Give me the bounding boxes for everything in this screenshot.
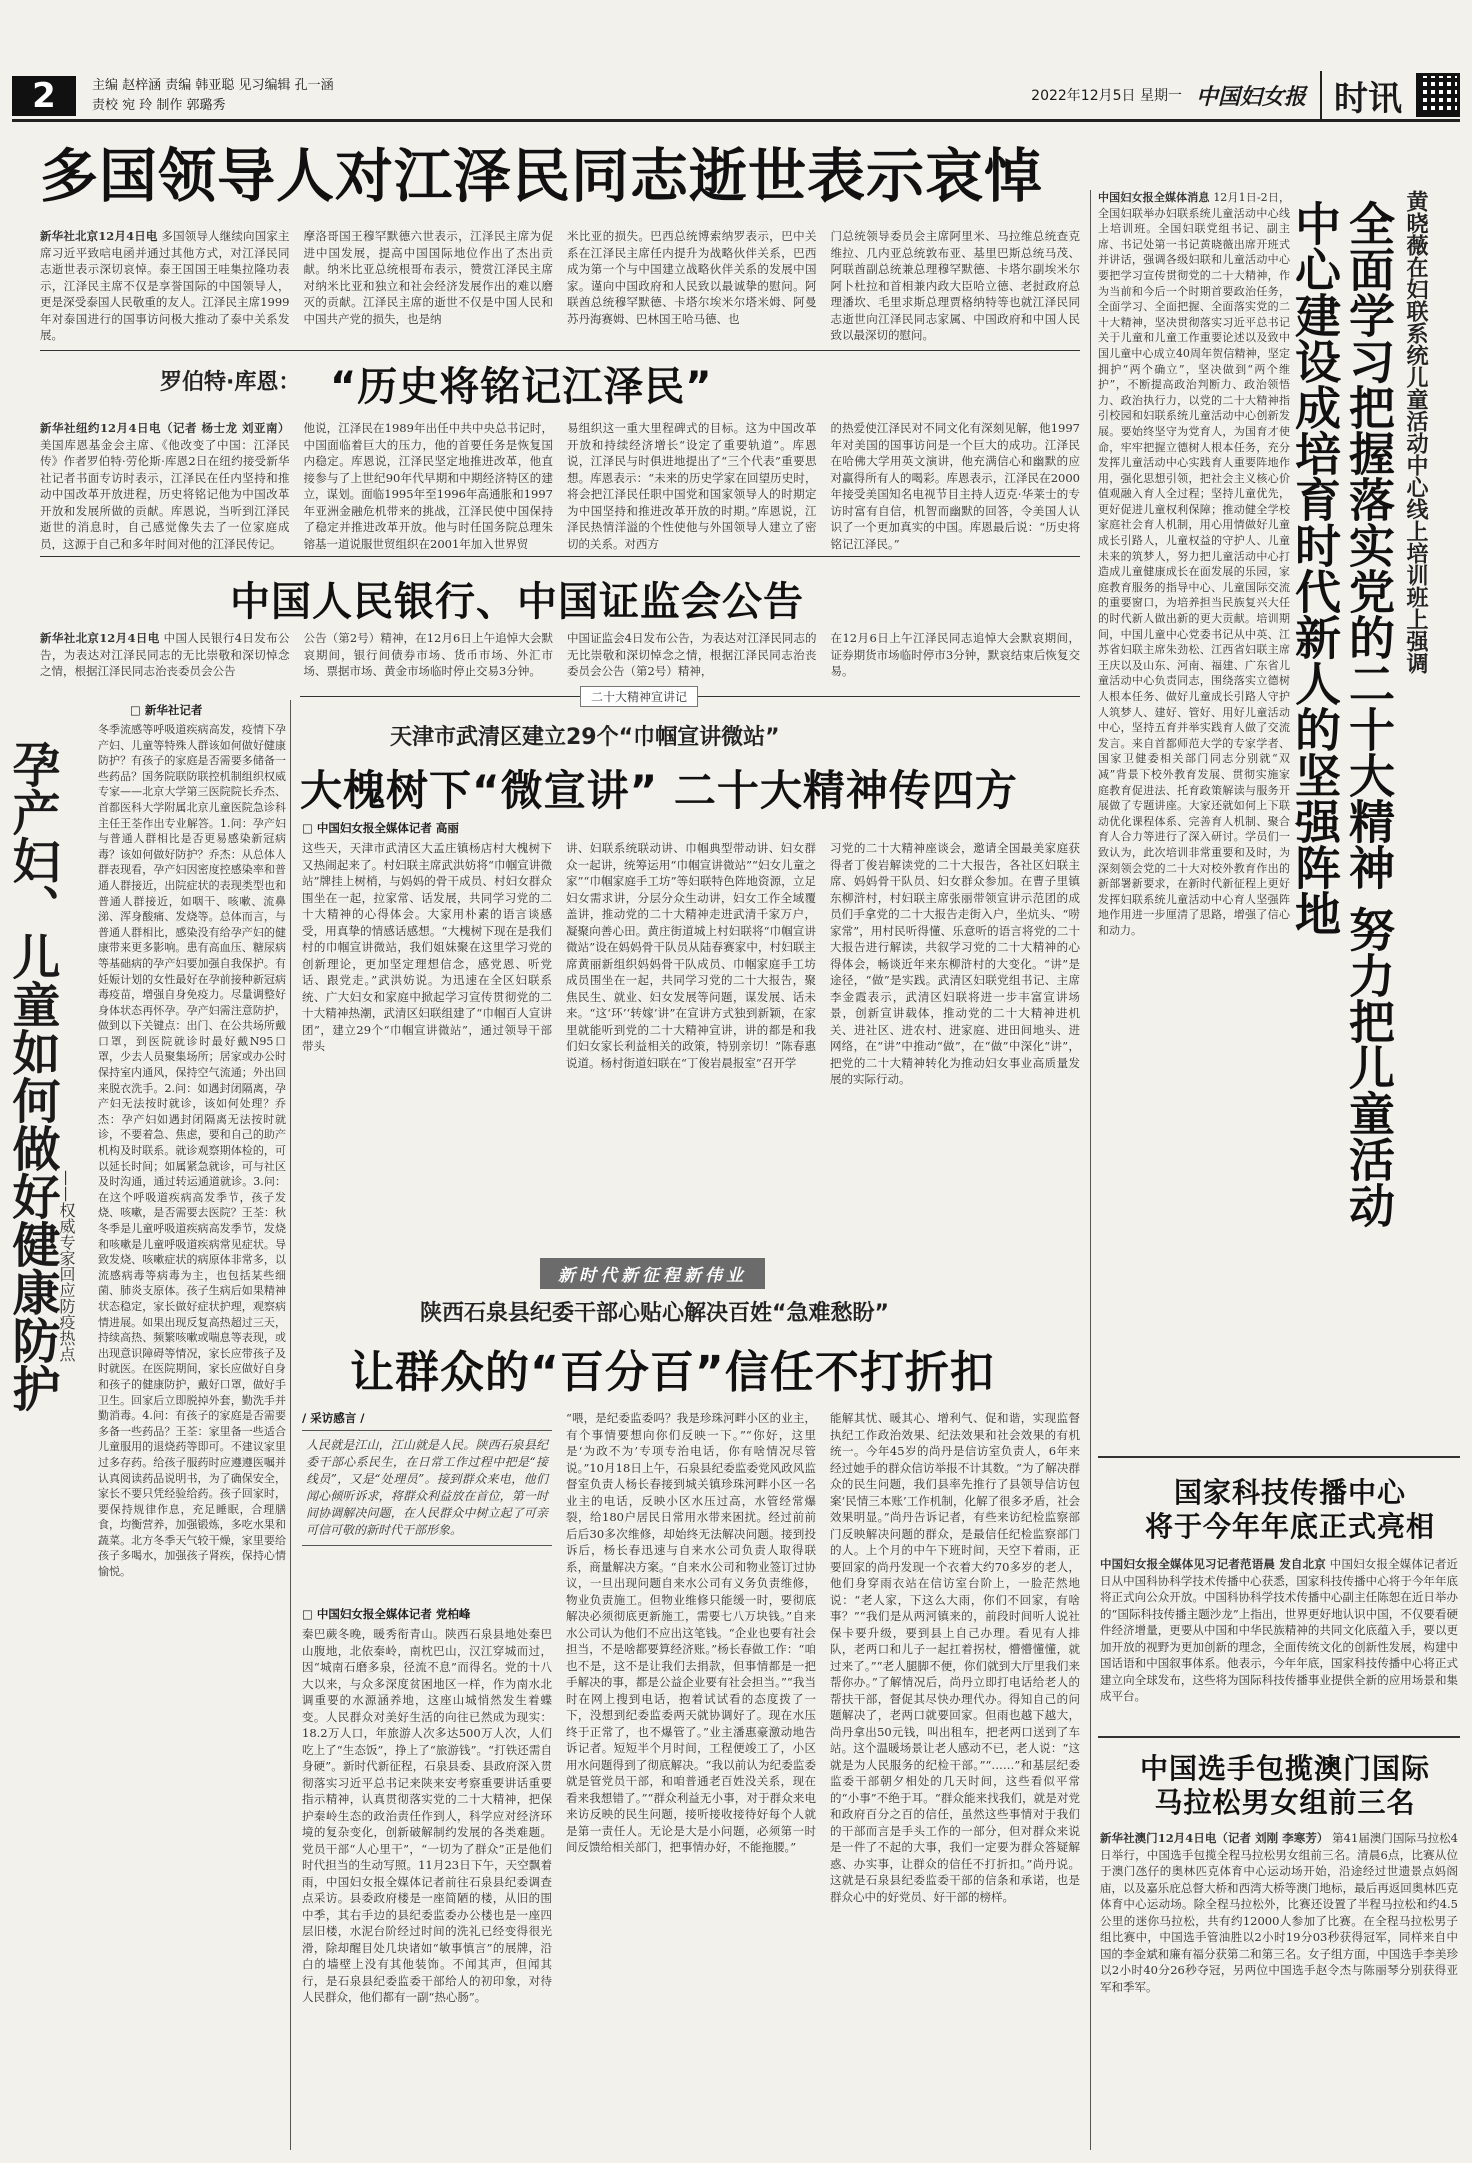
masthead-right (1031, 72, 1460, 118)
shaanxi-feature-tag: / 采访感言 / (302, 1411, 365, 1425)
new-era-banner: 新时代新征程新伟业 (540, 1258, 765, 1289)
issue-date: 2022年12月5日 星期一 (1031, 88, 1182, 104)
tianjin-byline: □ 中国妇女报全媒体记者 高丽 (302, 821, 459, 835)
editors-line-2: 责校 宛 玲 制作 郭璐秀 (92, 98, 226, 113)
lead-col-2: 摩洛哥国王穆罕默德六世表示，江泽民主席为促进中国发展，提高中国国际地位作出了杰出贡献。纳米比亚总统根哥布表示，赞赏江泽民主席对纳米比亚和独立和社会经济发展作出的难以磨灭的贡献。江泽民主席的逝世不仅是中国人民和中国共产党的损失，也是纳 (303, 229, 553, 326)
left-feature-byline: □ 新华社记者 (130, 703, 203, 717)
editors-credit (92, 76, 392, 116)
macau-headline-line-1: 中国选手包揽澳门国际 (1139, 1752, 1430, 1785)
science-lead: 中国妇女报全媒体见习记者范语晨 发自北京 (1100, 1557, 1326, 1571)
bank-col-3: 中国证监会4日发布公告，为表达对江泽民同志的无比崇敬和深切悼念之情，根据江泽民同志治丧委员会公告（第2号）精神， (567, 631, 817, 678)
divider-2 (40, 556, 1080, 557)
science-body (1100, 1556, 1458, 1726)
shaanxi-headline: 让群众的“百分百”信任不打折扣 (350, 1347, 995, 1398)
shaanxi-byline: □ 中国妇女报全媒体记者 党柏峰 (302, 1607, 471, 1621)
tianjin-col-2: 讲、妇联系统联动讲、巾帼典型带动讲、妇女群众一起讲，统筹运用“巾帼宣讲微站”“妇女儿童之家”“巾帼家庭手工坊”等妇联特色阵地资源，立足妇女需求讲，分层分众生动讲，妇女工作全域覆盖讲，推动党的二十大精神走进武清千家万户，凝聚向善心田。黄庄街道城上村妇联将“巾帼宣讲微站”设在妈妈骨干队员从陆春赛家中，村妇联主席黄丽新组织妈妈骨干队成员、巾帼家庭手工坊成员围坐在一起，共同学习党的二十大报告，聚焦民生、就业、妇女发展等问题，谋发展、话未来。“这‘环’‘转嫁’讲”在宣讲方式独到新颖，在家里就能听到党的二十大精神宣讲，讲的都是和我们妇女家长利益相关的政策，特别亲切！”陈春惠说道。杨村街道妇联在“丁俊岩晨报室”召开学 (566, 841, 816, 1070)
lead-headline: 多国领导人对江泽民同志逝世表示哀悼 (40, 142, 1044, 210)
right-feature-body (1098, 190, 1290, 1430)
divider-right-1 (1098, 1456, 1460, 1458)
right-feature-kicker: 黄晓薇在妇联系统儿童活动中心线上培训班上强调 (1403, 190, 1428, 674)
macau-text: 第41届澳门国际马拉松4日举行，中国选手包揽全程马拉松男女组前三名。清晨6点，比赛从位于澳门氹仔的奥林匹克体育中心运动场开始，沿途经过世遗景点妈阁庙，以及嘉乐庇总督大桥和西湾大桥等澳门地标，最后再返回奥林匹克体育中心运动场。除全程马拉松外，比赛还设置了半程马拉松和约4.5公里的迷你马拉松，共有约12000人参加了比赛。在全程马拉松男子组比赛中，中国选手管油胜以2小时19分03秒获得冠军，同样来自中国的李金斌和廉有福分获第二和第三名。女子组方面，中国选手李美珍以2小时40分26秒夺冠，另两位中国选手赵令杰与陈丽琴分别获得亚军和季军。 (1100, 1831, 1458, 1994)
science-headline (1140, 1476, 1440, 1544)
bank-col-4: 在12月6日上午江泽民同志追悼大会默哀期间，证券期货市场临时停市3分钟，默哀结束后恢复交易。 (830, 631, 1080, 678)
bank-headline: 中国人民银行、中国证监会公告 (230, 579, 804, 625)
robert-headline: “历史将铭记江泽民” (330, 364, 713, 410)
science-headline-line-2: 将于今年年底正式亮相 (1144, 1510, 1435, 1543)
column-tag: 二十大精神宣讲记 (580, 686, 698, 707)
bank-col-1-text: 中国人民银行4日发布公告，为表达对江泽民同志的无比崇敬和深切悼念之情，根据江泽民同志治丧委员会公告 (40, 631, 290, 678)
left-feature-subtitle: ——权威专家回应防疫热点 (57, 1170, 76, 1362)
editors-line-1: 主编 赵梓涵 责编 韩亚聪 见习编辑 孔一涵 (92, 78, 334, 93)
shaanxi-col-1: 秦巴蕨冬晚，暖秀衔青山。陕西石泉县地处秦巴山腹地，北依秦岭，南枕巴山，汉江穿城而过，因“城南石磨多泉，径流不息”而得名。党的十八大以来，与众多深度贫困地区一样，作为南水北调重要的水源涵养地，这座山城悄然发生着蝶变。人民群众对美好生活的向往已然成为现实：18.2万人口，年旅游人次多达500万人次，人们吃上了“生态饭”，挣上了“旅游钱”。“打铁还需自身硬”。新时代新征程，石泉县委、县政府深入贯彻落实习近平总书记来陕来安考察重要讲话重要指示精神，认真贯彻落实党的二十大精神，把保护秦岭生态的政治责任作到人，科学应对经济环境的复杂变化，创新破解制约发展的各类难题。党员干部“人心里干”，“一切为了群众”正是他们时代担当的生动写照。11月23日下午，天空飘着雨，中国妇女报全媒体记者前往石泉县纪委调查点采访。县委政府楼是一座简陋的楼，从旧的围中季，其右手边的县纪委监委办公楼也是一座四层旧楼，水泥台阶经过时间的洗礼已经变得很光滑，除却醒目处几块诸如“敏事慎言”的展牌，沿白的墙壁上没有其他装饰。不闻其声，但闻其行，是石泉县纪委监委干部给人的初印象，对待人民群众，他们都有一副“热心肠”。 (302, 1627, 552, 2004)
bank-col-2: 公告（第2号）精神，在12月6日上午追悼大会默哀期间，银行间债券市场、货币市场、外汇市场、票据市场、黄金市场临时停止交易3分钟。 (303, 631, 553, 678)
left-feature-title: 孕产妇、儿童如何做好健康防护 (4, 740, 60, 1412)
lead-col-4: 门总统领导委员会主席阿里米、马拉维总统查克维拉、几内亚总统敦布亚、基里巴斯总统马茂、阿联酋副总统兼总理穆罕默德、卡塔尔副埃米尔阿卜杜拉和首相兼内政大臣哈立德、老挝政府总理潘坎、毛里求斯总理贾格纳特等也就江泽民同志逝世向江泽民同志家属、中国政府和中国人民致以最深切的慰问。 (830, 229, 1080, 342)
macau-body (1100, 1830, 1458, 2146)
tianjin-headline: 大槐树下“微宣讲” 二十大精神传四方 (300, 766, 1018, 815)
bank-dateline: 新华社北京12月4日电 (40, 631, 160, 645)
macau-dateline: 新华社澳门12月4日电（记者 刘刚 李寒芳） (1100, 1831, 1329, 1845)
robert-dateline: 新华社纽约12月4日电（记者 杨士龙 刘亚南） (40, 421, 290, 435)
robert-col-1-text: 美国库恩基金会主席、《他改变了中国：江泽民传》作者罗伯特·劳伦斯·库恩2日在纽约接受新华社记者书面专访时表示，江泽民在任内坚持和推动中国改革开放进程，历史将铭记他为中国改革开放和发展所做的贡献。库恩说，当听到江泽民逝世的消息时，自己感觉像失去了一位家庭成员，这源于自己和多年时间对他的江泽民传记。 (40, 437, 290, 550)
left-feature (4, 700, 288, 2150)
right-feature-lead: 中国妇女报全媒体消息 (1098, 191, 1210, 204)
right-feature-text: 12月1日-2日，全国妇联举办妇联系统儿童活动中心线上培训班。全国妇联党组书记、副主席、书记处第一书记黄晓薇出席开班式并讲话，强调各级妇联和儿童活动中心要把学习宣传贯彻党的二十大精神，作为当前和今后一个时期首要政治任务，全面学习、全面把握、全面落实党的二十大精神，坚决贯彻落实习近平总书记关于儿童和儿童工作重要论述以及致中国儿童中心成立40周年贺信精神，坚定拥护“两个确立”，坚决做到“两个维护”，不断提高政治判断力、政治领悟力、政治执行力，以党的二十大精神指引校园和妇联系统儿童活动中心创新发展。要始终坚守为党育人，为国育才使命，牢牢把握立德树人根本任务，充分发挥儿童活动中心实践育人重要阵地作用，强化思想引领，把社会主义核心价值观融入育人全过程；坚持儿童优先，更好促进儿童权利保障；推动健全学校家庭社会育人机制，用心用情做好儿童成长引路人，儿童权益的守护人、儿童未来的筑梦人，努力把儿童活动中心打造成儿童健康成长在面发展的乐园，家庭教育服务的指导中心、儿童国际交流的重要窗口，为培养担当民族复兴大任的时代新人做出新的更大贡献。培训期间，中国儿童中心党委书记从中英、江苏省妇联主席朱劲松、江西省妇联主席王庆以及山东、河南、福建、广东省儿童活动中心负责同志，围绕落实立德树人根本任务、做好儿童成长引路人守护人筑梦人、建好、管好、用好儿童活动中心，坚持五育并举实践育人做了交流发言。来自首都师范大学的专家学者、国家卫健委相关部门同志分别就“双减”背景下校外教育发展、贯彻实施家庭教育促进法、托育政策解读与服务开展做了专题讲座。大家还就如何上下联动优化课程体系、完善育人机制、聚合育人合力等进行了深入研讨。学员们一致认为，此次培训非常重要和及时，为深刻领会党的二十大对校外教育作出的新部署新要求，在新时代新征程上更好发挥妇联系统儿童活动中心育人坚强阵地作用进一步厘清了思路，增强了信心和动力。 (1098, 191, 1290, 937)
lead-dateline: 新华社北京12月4日电 (40, 229, 158, 243)
shaanxi-quote: 人民就是江山，江山就是人民。陕西石泉县纪委干部心系民生，在日常工作过程中把是“接线员”，又是“处理员”。接到群众来电，他们闻心倾听诉求，将群众利益放在首位，第一时间协调解决问题，在人民群众中树立起了可亲可信可敬的新时代干部形象。 (302, 1430, 552, 1546)
lead-article-body (40, 228, 1080, 348)
tianjin-article-body (302, 840, 1080, 1250)
vdivider-right (1090, 190, 1091, 2150)
page-masthead (12, 72, 1460, 122)
bank-article-body (40, 630, 1080, 680)
tianjin-col-3: 习党的二十大精神座谈会，邀请全国最美家庭获得者丁俊岩解读党的二十大报告，各社区妇联主席、妈妈骨干队员、妇女群众参加。在曹子里镇东柳浒村，村妇联主席张丽带领宣讲示范团的成员们手拿党的二十大报告走街入户，坐炕头、“唠家常”，用村民听得懂、乐意听的语言将党的二十大报告进行解读，共叙学习党的二十大精神的心得体会，畅谈近年来东柳浒村的大变化。“讲”是途径，“做”是实践。武清区妇联党组书记、主席李金霞表示，武清区妇联将进一步丰富宣讲场景，创新宣讲载体，推动党的二十大精神进机关、进社区、进农村、进家庭、进田间地头、进网络，在“讲”中推动“做”，在“做”中深化“讲”，把党的二十大精神转化为推动妇女事业高质量发展的实际行动。 (830, 841, 1080, 1086)
tianjin-col-1: 这些天，天津市武清区大孟庄镇杨店村大槐树下又热闹起来了。村妇联主席武洪妨将“巾帼宣讲微站”牌挂上树梢，与妈妈的骨干成员、村妇女群众围坐在一起，拉家常、话发展，共同学习党的二十大精神的心得体会。大家用朴素的语言谈感受，用真挚的情感话感想。“大槐树下现在是我们村的巾帼宣讲微站，我们姐妹聚在这里学习党的创新理论，更加坚定理想信念，感党恩、听党话、跟党走。”武洪妨说。为迅速在全区妇联系统、广大妇女和家庭中掀起学习宣传贯彻党的二十大精神热潮，武清区妇联组建了“巾帼百人宣讲团”，建立29个“巾帼宣讲微站”，通过领导干部带头 (302, 841, 552, 1053)
right-feature-headline: 全面学习把握落实党的二十大精神 努力把儿童活动中心建设成培育时代新人的坚强阵地 (1288, 200, 1396, 1229)
robert-col-3: 易组织这一重大里程碑式的目标。这为中国改革开放和持续经济增长“设定了重要轨道”。库恩说，江泽民与时俱进地提出了“三个代表”重要思想。库恩表示：“未来的历史学家在回望历史时，将会把江泽民任职中国党和国家领导人的时期定为中国坚持和推进改革开放的时期。”库恩说，江泽民热情洋溢的个性使他与外国领导人建立了密切的关系。对西方 (567, 421, 817, 550)
lead-col-1-text: 多国领导人继续向国家主席习近平致唁电函并通过其他方式，对江泽民同志逝世表示深切哀悼。泰王国国王哇集拉隆功表示，江泽民主席不仅是享誉国际的中国领导人，更是深受泰国人民敬重的友人。江泽民主席1999年对泰国进行的国事访问极大推动了泰中关系发展。 (40, 229, 290, 342)
shaanxi-col-2: “喂，是纪委监委吗？我是珍珠河畔小区的业主，有个事情要想向你们反映一下。”“你好，这里是‘为政不为’专项专治电话，你有啥情况尽管说。”10月18日上午，石泉县纪委监委党风政风监督室负责人杨长春接到城关镇珍珠河畔小区一名业主的电话，反映小区水压过高，水管经常爆裂，给180户居民日常用水带来困扰。经过前前后后30多次维修，却始终无法解决问题。接到投诉后，杨长春迅速与自来水公司负责人取得联系，商量解决方案。“自来水公司和物业签订过协议，一旦出现问题自来水公司有义务负责维修，物业负责施工。但物业维修只能缓一时，要彻底解决必须彻底更新施工，需要七八万块钱。”自来水公司认为他们不应出这笔钱。“企业也要有社会担当，不是啥都要算经济账。”杨长春做工作：“咱也不是，这不是让我们去捐款，但事情都是一把手解决的事，都是公益企业要有社会担当。”“我当时在网上搜到电话，抱着试试看的态度拨了一下，没想到纪委监委两天就协调好了。现在水压终于正常了，也不爆管了。”业主潘惠豪激动地告诉记者。短短半个月时间，工程便竣工了，小区用水问题得到了彻底解决。“我以前认为纪委监委就是管党员干部，和咱普通老百姓没关系，现在看来我想错了。”“群众利益无小事，对于群众来电来访反映的民生问题，接听接收接待好每个人就是第一责任人。无论是大是小问题，必须第一时间反馈给相关部门，把事情办好，不能拖腰。” (566, 1411, 816, 1854)
shaanxi-col-3: 能解其忧、暖其心、增利气、促和谐，实现监督执纪工作政治效果、纪法效果和社会效果的有机统一。今年45岁的尚丹是信访室负责人，6年来经过她手的群众信访举报不计其数。“为了解决群众的民生问题，我们县率先推行了县领导信访包案‘民情三本账’工作机制，化解了很多矛盾，社会效果明显。”尚丹告诉记者，有些来访纪检监察部门反映解决问题的群众，是最信任纪检监察部门的人。上个月的中午下班时间，天空下着雨，正要回家的尚丹发现一个衣着大约70多岁的老人，他们身穿雨衣站在信访室台阶上，一脸茫然地说：“老人家，下这么大雨，你们不回家，有啥事？”“我们是从两河镇来的，前段时间听人说社保卡要升级，要到县上自己办理。看见有人排队，老两口和儿子一起扛着拐杖，懵懵懂懂，就过来了。”“老人腿脚不便，你们就到大厅里我们来帮你办。”了解情况后，尚丹立即打电话给老人的帮扶干部，督促其尽快办理代办。得知自己的问题解决了，老两口就要回家。但雨也越下越大，尚丹拿出50元钱，叫出租车，把老两口送到了车站。这个温暖场景让老人感动不已，老人说：“这就是为人民服务的纪检干部。”“……”和基层纪委监委干部朝夕相处的几天时间，这些看似平常的“小事”不绝于耳。“群众能来找我们，就是对党和政府百分之百的信任，虽然这些事情对于我们的干部而言是手头工作的一部分，但对群众来说是一件了不起的大事，我们一定要为群众答疑解惑、办实事，让群众的信任不打折扣。”尚丹说。这就是石泉县纪委监委干部的信条和承诺，也是群众心中的好党员、好干部的榜样。 (830, 1411, 1080, 1904)
qr-code-icon (1416, 73, 1460, 117)
vdivider-left (290, 700, 291, 2150)
divider-right-2 (1098, 1736, 1460, 1738)
bank-col-1 (40, 630, 290, 680)
robert-article-body (40, 420, 1080, 550)
macau-headline (1130, 1752, 1440, 1820)
section-title: 时讯 (1320, 71, 1402, 120)
lead-col-3: 米比亚的损失。巴西总统博索纳罗表示，巴中关系在江泽民主席任内提升为战略伙伴关系，巴西成为第一个与中国建立战略伙伴关系的发展中国家。谨向中国政府和人民致以最诚挚的慰问。阿联酋总统穆罕默德、卡塔尔埃米尔塔米姆、阿曼苏丹海赛姆、巴林国王哈马德、也 (567, 229, 817, 326)
science-text: 中国妇女报全媒体记者近日从中国科协科学技术传播中心获悉，国家科技传播中心将于今年年底将正式向公众开放。中国科协科学技术传播中心副主任陈恕在近日举办的“国际科技传播主题沙龙”上指出，世界更好地认识中国，不仅要看硬件经济增量，更要从中国和中华民族精神的共同文化底蕴入手，要以更加开放的视野为更加创新的理念，全面传统文化的创新性发展，构建中国话语和中国叙事体系。他表示，今年年底，国家科技传播中心将正式建立向全球发布，这些将为国际科技传播事业提供全新的应用场景和集成平台。 (1100, 1557, 1458, 1703)
science-headline-line-1: 国家科技传播中心 (1173, 1476, 1406, 1509)
shaanxi-quote-block (302, 1410, 552, 1546)
paper-name-logo: 中国妇女报 (1195, 83, 1306, 110)
divider-1 (40, 350, 1080, 351)
shaanxi-kicker: 陕西石泉县纪委干部心贴心解决百姓“急难愁盼” (420, 1301, 889, 1326)
robert-col-2: 他说，江泽民在1989年出任中共中央总书记时，中国面临着巨大的压力，他的首要任务是恢复国内稳定。库恩说，江泽民坚定地推进改革，他直接参与了上世纪90年代早期和中期经济特区的建立，谋划。面临1995年至1996年高通胀和1997年亚洲金融危机带来的挑战，江泽民使中国保持了稳定并推进改革开放。他与时任国务院总理朱镕基一道说服世贸组织在2001年加入世界贸 (303, 421, 553, 550)
lead-col-1 (40, 228, 290, 348)
robert-speaker: 罗伯特·库恩： (160, 370, 301, 395)
robert-col-4: 的热爱使江泽民对不同文化有深刻见解，他1997年对美国的国事访问是一个巨大的成功。江泽民在哈佛大学用英文演讲，他充满信心和幽默的应对赢得所有人的喝彩。库恩表示，江泽民在2000年接受美国知名电视节目主持人迈克·华莱士的专访时富有自信，机智而幽默的回答，令美国人认识了一个更加真实的中国。库恩最后说：“历史将铭记江泽民。” (830, 421, 1080, 550)
tianjin-kicker: 天津市武清区建立29个“巾帼宣讲微站” (390, 725, 780, 750)
left-feature-body: 冬季流感等呼吸道疾病高发，疫情下孕产妇、儿童等特殊人群该如何做好健康防护？有孩子的家庭是否需要多储备一些药品？国务院联防联控机制组织权威专家——北京大学第三医院院长乔杰、首都医科大学附属北京儿童医院急诊科主任王荃作出专业解答。1.问：孕产妇与普通人群相比是否更易感染新冠病毒？该如何做好防护？乔杰：从总体人群表现看，孕产妇因密度控感染率和普通人群接近，出院症状的表现类型也和普通人群接近，如咽干、咳嗽、流鼻涕、浑身酸痛、发烧等。总体而言，与普通人群相比，感染没有给孕产妇的健康带来更多影响。患有高血压、糖尿病等基础病的孕产妇要加强自我保护。有妊娠计划的女性最好在孕前接种新冠病毒疫苗，增强自身免疫力。尽量调整好身体状态再怀孕。孕产妇需注意防护，做到以下关键点：出门、在公共场所戴口罩，到医院就诊时最好戴N95口罩，少去人员聚集场所；居家或办公时保持室内通风，保持空气流通；外出回来脱衣洗手。2.问：如遇封闭隔离，孕产妇无法按时就诊，该如何处理？乔杰：孕产妇如遇封闭隔离无法按时就诊，不要着急、焦虑，要和自己的助产机构及时联系。就诊观察期体检的，可以延长时间；如属紧急就诊，可与社区及时沟通，通过转运通道就诊。3.问：在这个呼吸道疾病高发季节，孩子发烧、咳嗽，是否需要去医院？王荃：秋冬季是儿童呼吸道疾病高发季节，发烧和咳嗽是儿童呼吸道疾病常见症状。导致发烧、咳嗽症状的病原体非常多，以流感病毒等病毒为主，也包括某些细菌、肺炎支原体。孩子生病后如果精神状态稳定，家长做好症状护理，观察病情进展。如果出现反复高热超过三天，持续高热、频繁咳嗽或喘息等表现，或出现意识障碍等情况，家长应带孩子及时就医。在医院期间，家长应做好自身和孩子的健康防护，戴好口罩，做好手卫生。回家后立即脱掉外套，勤洗手并勤消毒。4.问：有孩子的家庭是否需要多备一些药品？王荃：家里备一些适合儿童服用的退烧药等即可。不建议家里过多存药。给孩子服药时应遵遵医嘱并认真阅读药品说明书，为了确保安全，家长不要只凭经验给药。孩子回家时，要保持规律作息，充足睡眠，合理膳食，均衡营养，加强锻炼，多吃水果和蔬菜。北方冬季天气较干燥，家里要给孩子多喝水，加强孩子肾疾，保持心情愉悦。 (98, 723, 286, 1579)
macau-headline-line-2: 马拉松男女组前三名 (1154, 1786, 1416, 1819)
robert-col-1 (40, 420, 290, 550)
page-number: 2 (12, 76, 76, 116)
